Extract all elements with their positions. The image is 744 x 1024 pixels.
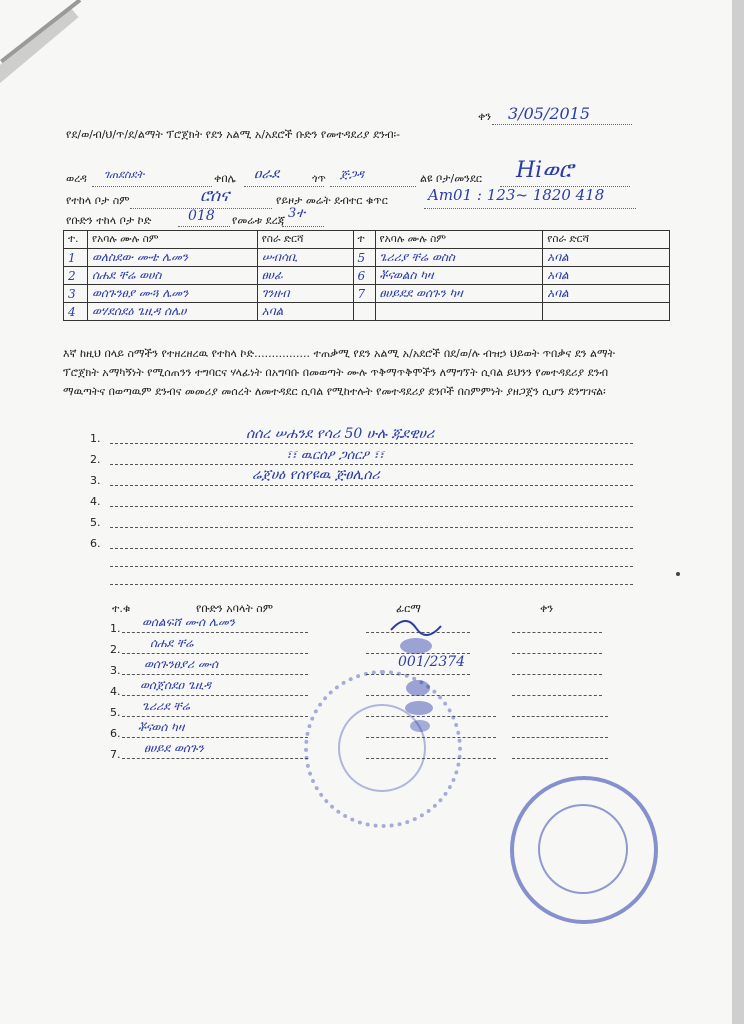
sig-number: 1. (110, 622, 121, 635)
cell: ሠብሳቢ (257, 249, 353, 267)
cell: ቾናወልስ ካዛ (375, 267, 543, 285)
sig-header-no: ተ.ቁ (112, 602, 131, 615)
table-row (64, 285, 670, 303)
sig-date-line (512, 632, 602, 633)
rule-number: 1. (90, 432, 101, 445)
rule-number: 2. (90, 453, 101, 466)
official-stamp (510, 776, 658, 924)
rule-line (110, 527, 633, 528)
got-label: ጎጥ (312, 172, 326, 185)
land-grade-label: የመሬቱ ደረጃ (232, 214, 286, 227)
header-no-1: ተ. (64, 231, 88, 249)
cell: 2 (64, 267, 88, 285)
cell (375, 303, 543, 321)
sig-number: 4. (110, 685, 121, 698)
sig-date-line (512, 674, 602, 675)
land-book-label: የይዞታ መሬት ደብተር ቁጥር (276, 194, 388, 207)
rule-number: 3. (90, 474, 101, 487)
sig-date-line (512, 653, 602, 654)
cell: አባል (543, 249, 670, 267)
table-row (64, 267, 670, 285)
cell: 1 (64, 249, 88, 267)
group-code-value: 018 (188, 208, 215, 224)
rule-line (110, 566, 633, 567)
cell: 5 (353, 249, 375, 267)
page-edge (732, 0, 744, 1024)
site-name-label: የተከላ ቦታ ስም (66, 194, 130, 207)
ink-dot (676, 572, 680, 576)
sig-date-line (512, 716, 608, 717)
rule-number: 6. (90, 537, 101, 550)
sig-header-signature: ፊርማ (396, 602, 421, 615)
sig-date-line (512, 737, 608, 738)
land-book-line (424, 208, 636, 209)
cell: ፀሀይደደ ወሰጉን ካዛ (375, 285, 543, 303)
sig-header-name: የቡድን አባላት ስም (196, 602, 273, 615)
sig-name-line (122, 674, 308, 675)
sig-name: ሰሐደ ቸሬ (150, 636, 194, 650)
cell: ጌሪሪያ ቸሬ ወስስ (375, 249, 543, 267)
agreement-paragraph: እኛ ከዚህ በላይ ስማችን የተዘረዘረዉ የተከላ ኮድ................ ተጠቃሚ የደን አልሚ አ/አደሮች በደ/ወ/ሉ ብዝኃ ህይወት ጥበቃና ደን ልማት ፕሮጀክት አማካኝነት የሚሰጠንን ተግባርና ሃላፊነት በአግባቡ በመወጣት ሙሉ ጥቅማጥቅሞችን ለማግኘት ሲባል ይህንን የመተዳደሪያ ደንብ ማዉጣትና በወጣዉም ደንብና መመሪያ መሰረት ለመተዳደር ሲባል የሚከተሉት የመተዳደሪያ ደንቦች በስምምነት ያዘጋጀን ሲሆን ደንግገናል፡ (63, 347, 615, 398)
official-stamp (304, 670, 462, 828)
sig-name: ወሰልፍሸ ሙሰ ሌመን (142, 615, 235, 629)
sig-mark: 001/2374 (398, 654, 466, 670)
got-line (330, 186, 416, 187)
sig-name-line (122, 716, 308, 717)
sig-name-line (122, 737, 308, 738)
sig-number: 7. (110, 748, 121, 761)
date-value: 3/05/2015 (508, 104, 591, 123)
cell: ወለስደው ሙቴ ሌመን (87, 249, 257, 267)
cell: አባል (543, 285, 670, 303)
cell (543, 303, 670, 321)
sig-name-line (122, 758, 308, 759)
rule-line (110, 584, 633, 585)
sig-name: ጌሪሪደ ቸሬ (142, 699, 190, 713)
kebele-value: ዐራደ (254, 166, 280, 182)
rule-handwritten: ፣፣ ዉርሰዖ ጋሰርዖ ፣፣ (286, 448, 384, 463)
sig-number: 3. (110, 664, 121, 677)
cell: ገንዘብ (257, 285, 353, 303)
document-heading: የደ/ወ/ብ/ህ/ጥ/ደ/ልማት ፕሮጀክት የደን አልሚ አ/አደሮች ቡድን የመተዳደሪያ ደንብ፡- (66, 128, 401, 141)
rule-handwritten: ሰሰረ ሠሐንደ የሳሪ 50 ሁሉ ጁደዊሀሪ (246, 426, 435, 442)
sig-number: 6. (110, 727, 121, 740)
cell: አባል (257, 303, 353, 321)
header-name-2: የአባሉ ሙሉ ስም (375, 231, 543, 249)
cell: 7 (353, 285, 375, 303)
sig-name: ወሰጀሰደዐ ጌዚዳ (140, 678, 212, 692)
cell: ፀሀፊ (257, 267, 353, 285)
sig-name: ፀሀይደ ወሰጉን (144, 741, 204, 755)
rule-line (110, 464, 633, 465)
special-place-label: ልዩ ቦታ/መንደር (420, 172, 483, 185)
sig-date-line (512, 695, 602, 696)
sig-name: ወሰጉንፀያሪ ሙሰ (144, 657, 219, 671)
cell: 3 (64, 285, 88, 303)
rule-number: 5. (90, 516, 101, 529)
rule-line (110, 485, 633, 486)
kebele-line (244, 186, 324, 187)
sig-name-line (122, 695, 308, 696)
table-header-row (64, 231, 670, 249)
sig-name-line (122, 632, 308, 633)
kebele-label: ቀበሌ (214, 172, 236, 185)
group-code-line (178, 226, 230, 227)
land-grade-line (282, 226, 324, 227)
site-name-value: ሮሰና (200, 186, 230, 206)
members-table (63, 230, 670, 321)
sig-header-date: ቀን (540, 602, 554, 615)
table-row (64, 303, 670, 321)
fold-crease (0, 0, 81, 63)
land-book-value: Am01 : 123~ 1820 418 (428, 186, 605, 204)
rule-line (110, 506, 633, 507)
special-place-value: Hiወሮ (516, 158, 574, 183)
date-line (492, 124, 632, 125)
cell: 4 (64, 303, 88, 321)
rule-handwritten: ሬጀሀዕ የሰየዩዉ ጅፀሊሰሪ (252, 467, 380, 483)
cell: ወሃደሰደዕ ጌዚዳ ሰሌሀ (87, 303, 257, 321)
date-label: ቀን (478, 110, 492, 123)
header-no-2: ተ (353, 231, 375, 249)
land-grade-value: 3ተ (288, 206, 306, 221)
sig-date-line (512, 758, 608, 759)
header-role-1: የስራ ድርሻ (257, 231, 353, 249)
sig-number: 2. (110, 643, 121, 656)
rule-number: 4. (90, 495, 101, 508)
woreda-label: ወረዳ (66, 172, 87, 185)
group-code-label: የቡድን ተከላ ቦታ ኮድ (66, 214, 152, 227)
rule-line (110, 443, 633, 444)
sig-name-line (122, 653, 308, 654)
table-row (64, 249, 670, 267)
header-role-2: የስራ ድርሻ (543, 231, 670, 249)
cell: 6 (353, 267, 375, 285)
rule-line (110, 548, 633, 549)
sig-number: 5. (110, 706, 121, 719)
cell: ሰሐደ ቸሬ ወሀስ (87, 267, 257, 285)
woreda-line (92, 186, 212, 187)
cell (353, 303, 375, 321)
cell: አባል (543, 267, 670, 285)
woreda-value: ገጠደስደት (104, 168, 145, 181)
sig-name: ቾናወሰ ካዛ (138, 720, 185, 734)
header-name-1: የአባሉ ሙሉ ስም (87, 231, 257, 249)
got-value: ጅጋዳ (340, 167, 364, 181)
cell: ወሰጉንፀያ ሙጓ ሌመን (87, 285, 257, 303)
